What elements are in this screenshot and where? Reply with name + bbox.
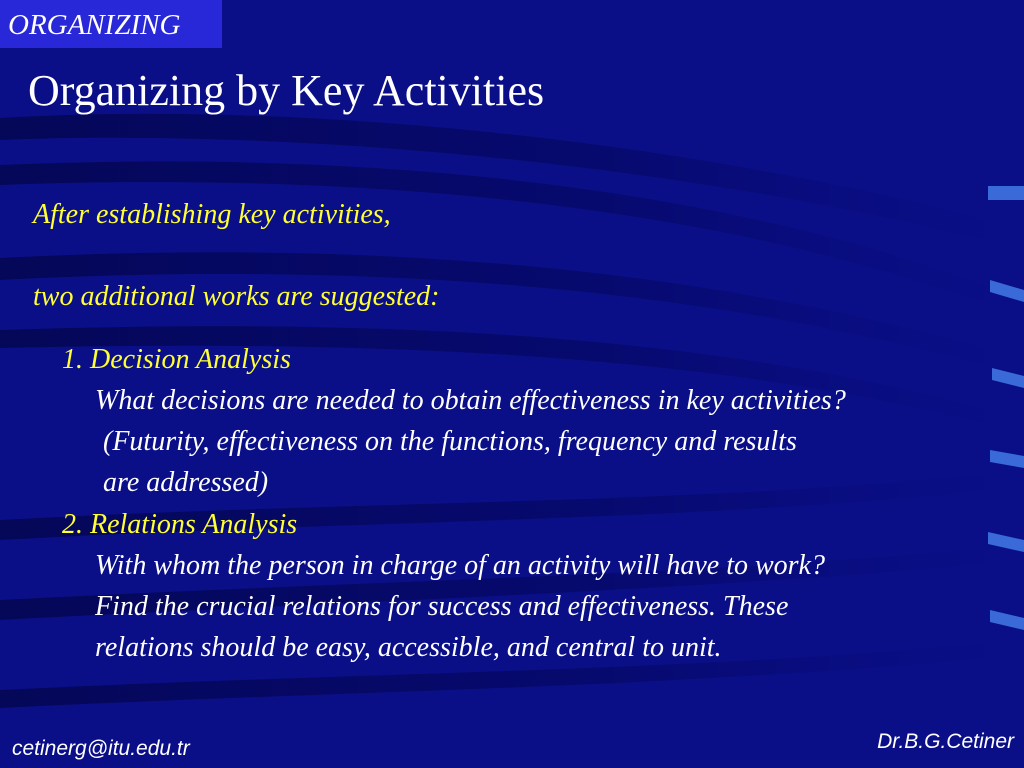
- slide-title: Organizing by Key Activities: [28, 66, 545, 115]
- intro-line-2: two additional works are suggested:: [33, 281, 440, 312]
- item-heading-decision-analysis: 1. Decision Analysis: [62, 344, 291, 375]
- item-text-line: Find the crucial relations for success and effectiveness. These: [95, 591, 789, 622]
- intro-line-1: After establishing key activities,: [33, 199, 391, 230]
- item-text-line: With whom the person in charge of an activity will have to work?: [95, 550, 825, 581]
- item-text-line: relations should be easy, accessible, and central to unit.: [95, 632, 722, 663]
- section-tag: ORGANIZING: [0, 0, 222, 48]
- item-text-line: What decisions are needed to obtain effectiveness in key activities?: [95, 385, 846, 416]
- footer-email: cetinerg@itu.edu.tr: [12, 737, 190, 760]
- item-text-line: are addressed): [103, 467, 269, 498]
- item-text-line: (Futurity, effectiveness on the functions, frequency and results: [103, 426, 797, 457]
- item-heading-relations-analysis: 2. Relations Analysis: [62, 509, 298, 540]
- footer-author: Dr.B.G.Cetiner: [877, 730, 1014, 753]
